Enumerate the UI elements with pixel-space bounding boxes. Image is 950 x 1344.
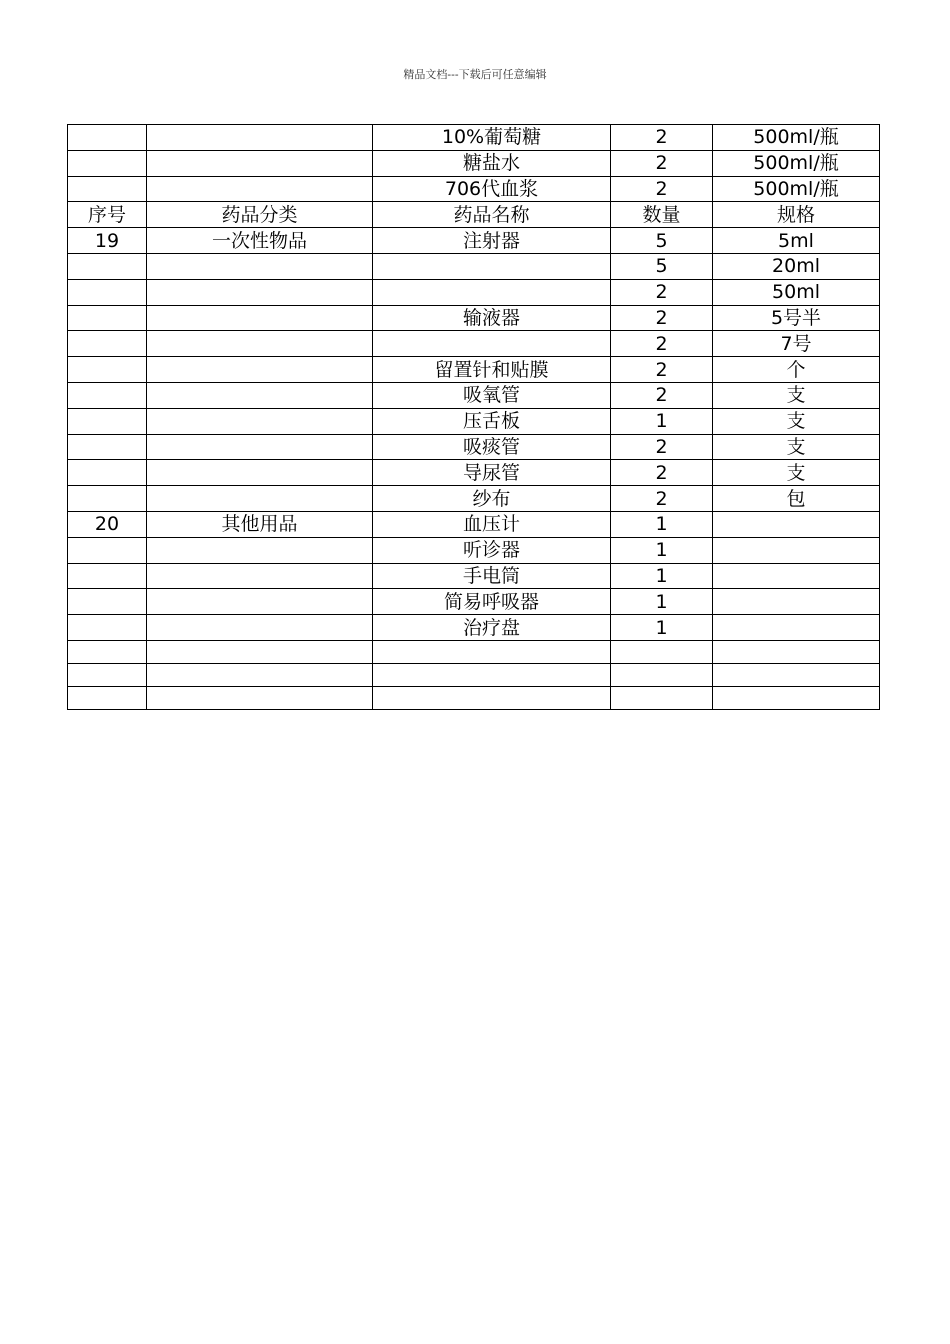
cell-category (147, 486, 373, 512)
cell-name: 留置针和贴膜 (373, 357, 611, 383)
blank-cell (373, 686, 611, 709)
table-body (68, 125, 880, 710)
cell-name (373, 279, 611, 305)
table-row (68, 357, 880, 383)
cell-no (68, 279, 147, 305)
cell-qty: 2 (611, 434, 713, 460)
table-row (68, 125, 880, 151)
cell-no (68, 150, 147, 176)
table-row (68, 228, 880, 254)
table-row (68, 331, 880, 357)
cell-no (68, 537, 147, 563)
cell-category (147, 434, 373, 460)
cell-no (68, 125, 147, 151)
table-row (68, 150, 880, 176)
cell-no (68, 589, 147, 615)
blank-cell (713, 640, 880, 663)
cell-no: 20 (68, 511, 147, 537)
cell-spec: 20ml (713, 253, 880, 279)
cell-category (147, 125, 373, 151)
header-no: 序号 (68, 202, 147, 228)
table-row (68, 615, 880, 641)
blank-cell (611, 663, 713, 686)
cell-qty: 5 (611, 228, 713, 254)
cell-category (147, 563, 373, 589)
cell-spec (713, 563, 880, 589)
cell-spec: 500ml/瓶 (713, 150, 880, 176)
cell-spec: 个 (713, 357, 880, 383)
cell-category (147, 382, 373, 408)
supplies-table (67, 124, 880, 710)
cell-name: 压舌板 (373, 408, 611, 434)
table-row (68, 511, 880, 537)
table-row (68, 486, 880, 512)
cell-name: 导尿管 (373, 460, 611, 486)
table-row (68, 460, 880, 486)
cell-name: 听诊器 (373, 537, 611, 563)
cell-qty: 1 (611, 408, 713, 434)
cell-name: 纱布 (373, 486, 611, 512)
cell-category: 一次性物品 (147, 228, 373, 254)
cell-spec: 支 (713, 408, 880, 434)
cell-name (373, 253, 611, 279)
cell-qty: 2 (611, 150, 713, 176)
cell-category (147, 279, 373, 305)
cell-category (147, 460, 373, 486)
cell-qty: 2 (611, 357, 713, 383)
cell-category (147, 150, 373, 176)
cell-spec: 支 (713, 434, 880, 460)
cell-name: 10%葡萄糖 (373, 125, 611, 151)
cell-qty: 1 (611, 615, 713, 641)
page-header: 精品文档---下载后可任意编辑 (403, 68, 547, 81)
cell-qty: 2 (611, 305, 713, 331)
table-row (68, 434, 880, 460)
cell-qty: 1 (611, 537, 713, 563)
blank-cell (713, 686, 880, 709)
cell-no (68, 382, 147, 408)
cell-no (68, 408, 147, 434)
blank-cell (611, 640, 713, 663)
cell-spec: 5ml (713, 228, 880, 254)
cell-qty: 1 (611, 511, 713, 537)
cell-category (147, 589, 373, 615)
cell-category: 其他用品 (147, 511, 373, 537)
blank-cell (68, 663, 147, 686)
table-row (68, 408, 880, 434)
blank-cell (373, 640, 611, 663)
cell-no (68, 434, 147, 460)
cell-qty: 2 (611, 486, 713, 512)
cell-spec: 500ml/瓶 (713, 176, 880, 202)
cell-qty: 2 (611, 176, 713, 202)
blank-row (68, 640, 880, 663)
cell-qty: 2 (611, 460, 713, 486)
cell-qty: 5 (611, 253, 713, 279)
table-row (68, 563, 880, 589)
cell-name (373, 331, 611, 357)
cell-category (147, 253, 373, 279)
cell-category (147, 357, 373, 383)
cell-name: 糖盐水 (373, 150, 611, 176)
table-row (68, 537, 880, 563)
cell-name: 简易呼吸器 (373, 589, 611, 615)
cell-name: 注射器 (373, 228, 611, 254)
cell-no (68, 563, 147, 589)
blank-cell (147, 663, 373, 686)
cell-spec (713, 615, 880, 641)
header-qty: 数量 (611, 202, 713, 228)
cell-name: 治疗盘 (373, 615, 611, 641)
cell-name: 输液器 (373, 305, 611, 331)
blank-row (68, 686, 880, 709)
cell-spec: 支 (713, 460, 880, 486)
cell-spec: 包 (713, 486, 880, 512)
cell-no (68, 486, 147, 512)
cell-spec: 50ml (713, 279, 880, 305)
cell-spec (713, 537, 880, 563)
cell-qty: 1 (611, 589, 713, 615)
blank-cell (68, 686, 147, 709)
cell-category (147, 408, 373, 434)
table-row (68, 589, 880, 615)
cell-spec: 500ml/瓶 (713, 125, 880, 151)
blank-cell (373, 663, 611, 686)
cell-name: 吸痰管 (373, 434, 611, 460)
table-row (68, 382, 880, 408)
header-name: 药品名称 (373, 202, 611, 228)
cell-qty: 1 (611, 563, 713, 589)
cell-name: 手电筒 (373, 563, 611, 589)
cell-spec: 支 (713, 382, 880, 408)
cell-category (147, 537, 373, 563)
blank-row (68, 663, 880, 686)
cell-spec: 5号半 (713, 305, 880, 331)
cell-no (68, 357, 147, 383)
table-row (68, 253, 880, 279)
cell-no (68, 305, 147, 331)
blank-cell (147, 686, 373, 709)
cell-name: 吸氧管 (373, 382, 611, 408)
cell-no: 19 (68, 228, 147, 254)
cell-no (68, 460, 147, 486)
table-header-row (68, 202, 880, 228)
cell-no (68, 615, 147, 641)
blank-cell (68, 640, 147, 663)
blank-cell (713, 663, 880, 686)
cell-no (68, 331, 147, 357)
cell-qty: 2 (611, 382, 713, 408)
header-category: 药品分类 (147, 202, 373, 228)
cell-category (147, 305, 373, 331)
cell-spec: 7号 (713, 331, 880, 357)
cell-spec (713, 589, 880, 615)
table-row (68, 305, 880, 331)
cell-qty: 2 (611, 125, 713, 151)
blank-cell (611, 686, 713, 709)
blank-cell (147, 640, 373, 663)
cell-spec (713, 511, 880, 537)
cell-qty: 2 (611, 279, 713, 305)
cell-category (147, 615, 373, 641)
table-row (68, 176, 880, 202)
cell-qty: 2 (611, 331, 713, 357)
cell-name: 血压计 (373, 511, 611, 537)
cell-category (147, 176, 373, 202)
header-spec: 规格 (713, 202, 880, 228)
cell-no (68, 176, 147, 202)
table-row (68, 279, 880, 305)
cell-name: 706代血浆 (373, 176, 611, 202)
cell-category (147, 331, 373, 357)
cell-no (68, 253, 147, 279)
